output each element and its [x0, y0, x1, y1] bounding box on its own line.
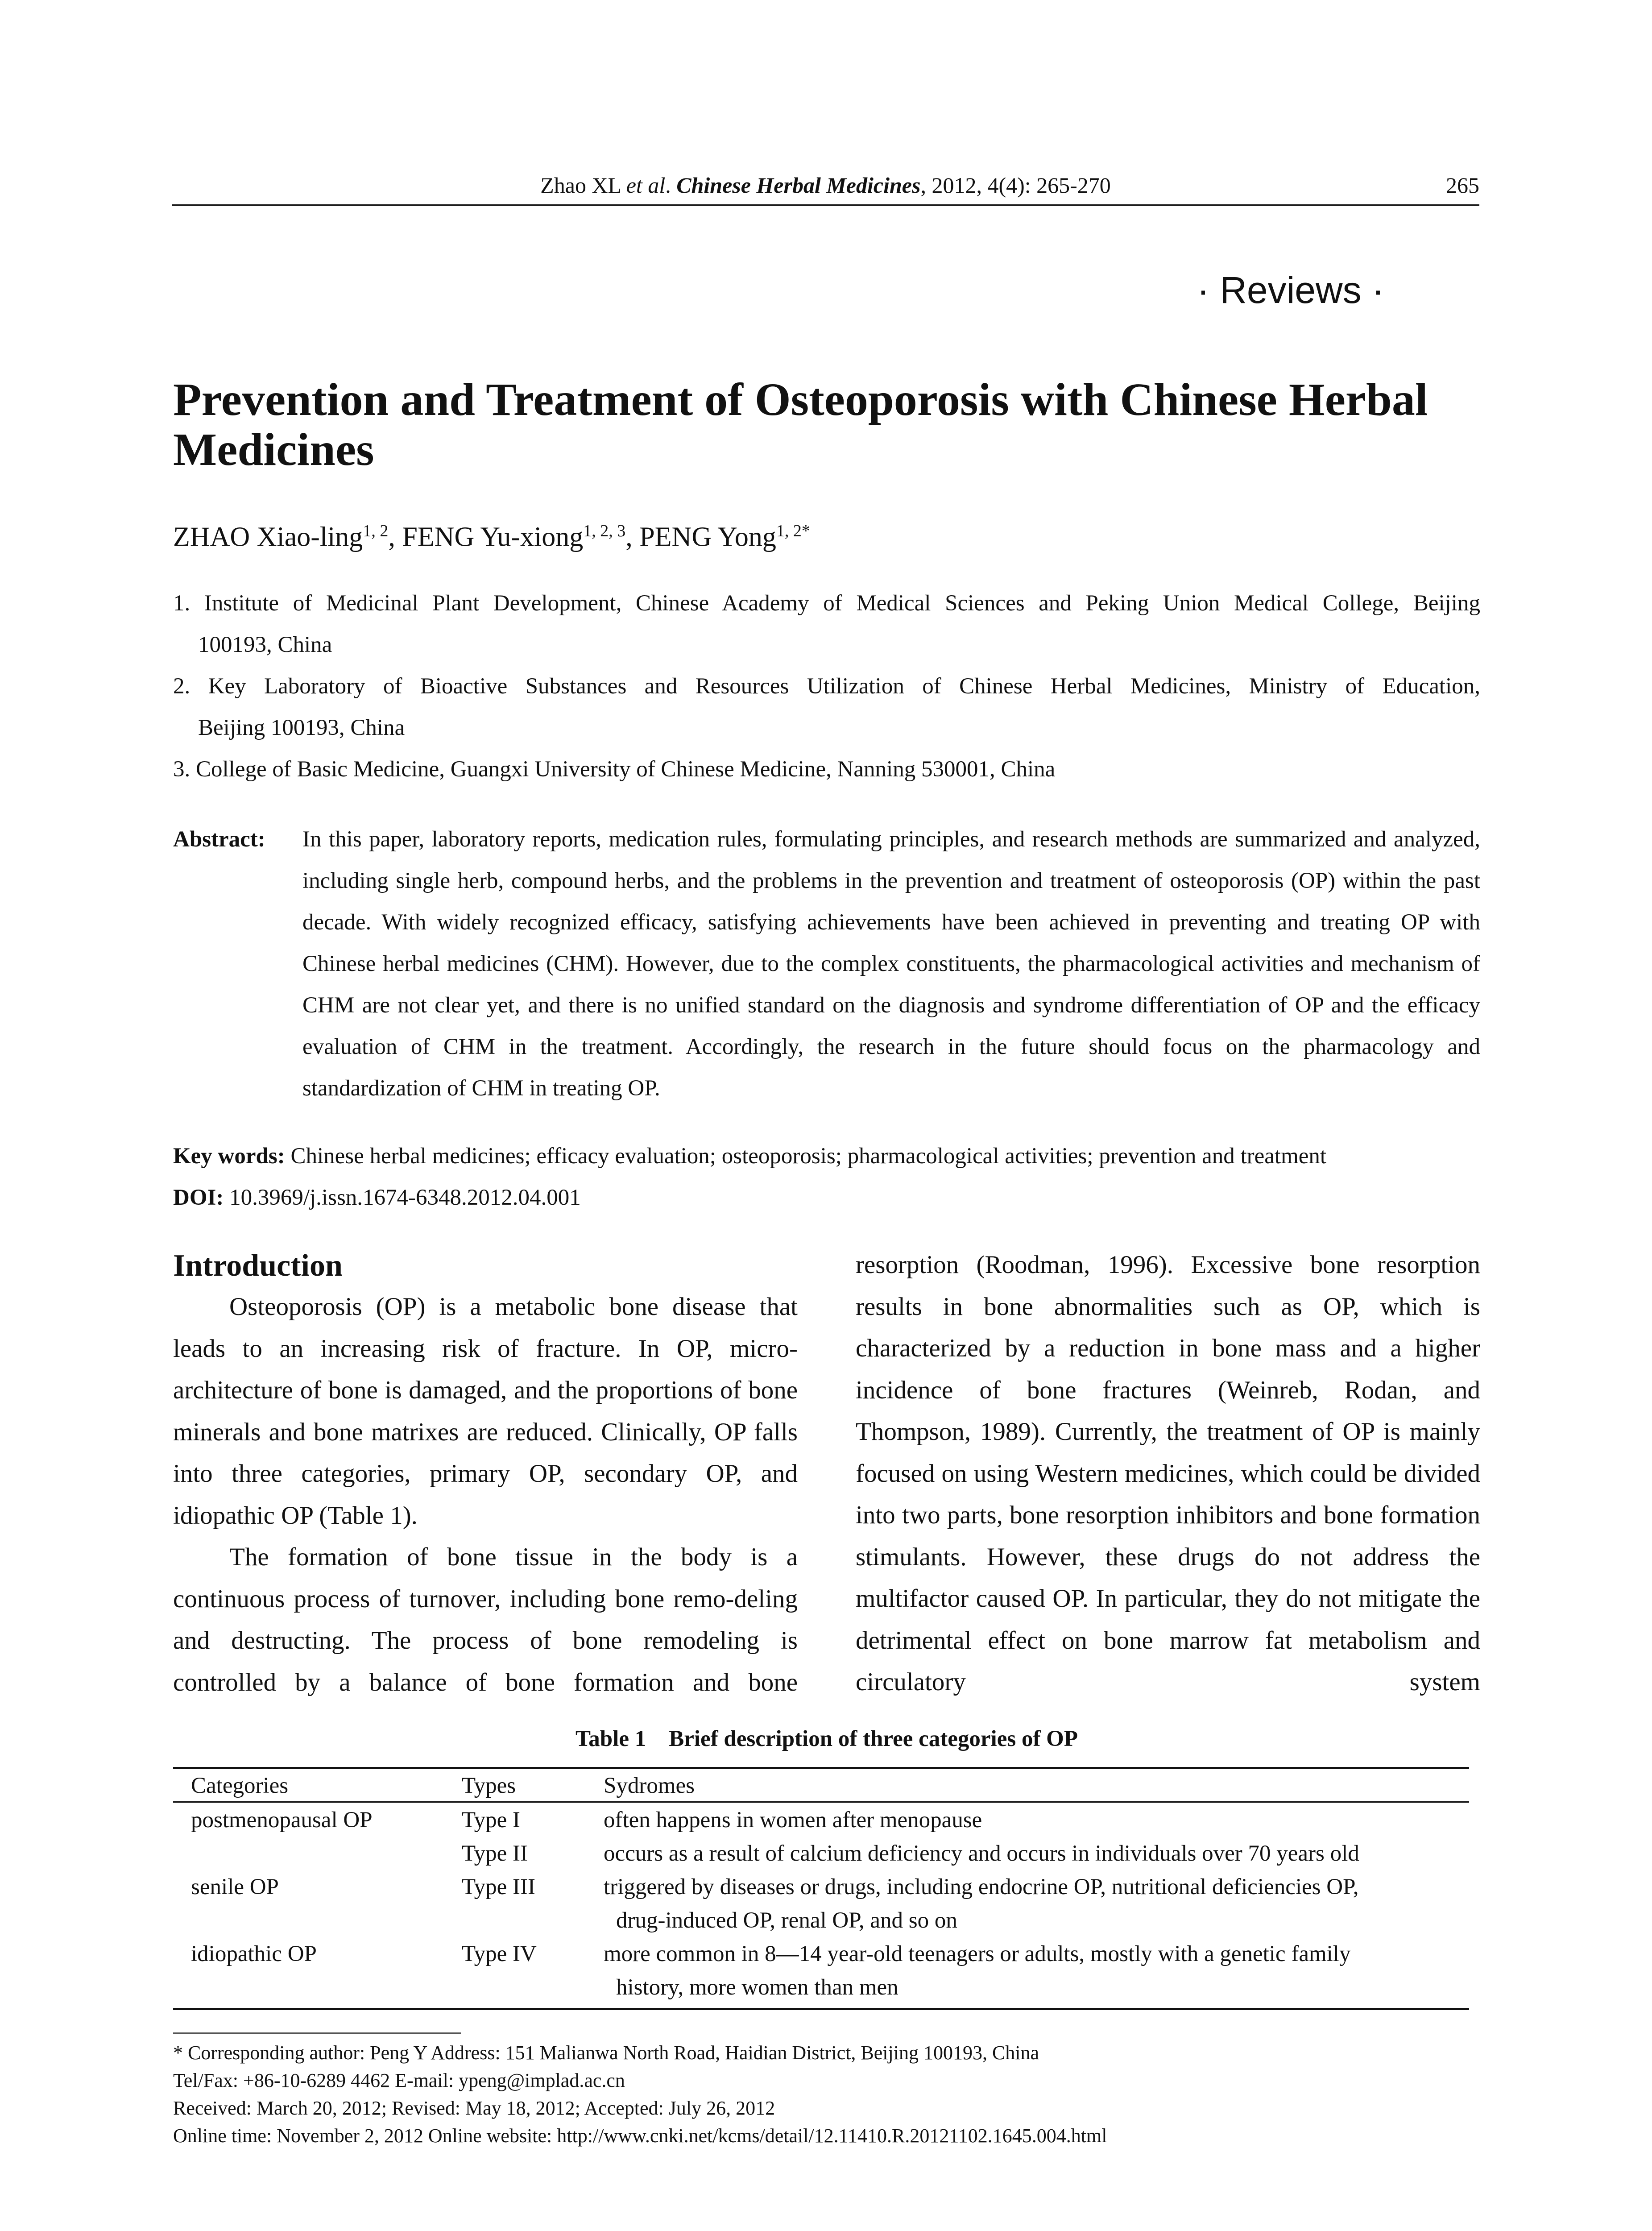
- body-paragraph: resorption (Roodman, 1996). Excessive bone resorption results in bone abnormalities such as OP, which is characterized by a reduction in bone mass and a higher incidence of bone fractures (Weinreb, Rodan, and Thompson, 1989). Currently, the treatment of OP is mainly focused on using Western medicines, which could be divided into two parts, bone resorption inhibitors and bone formation stimulants. However, these drugs do not address the multifactor caused OP. In particular, they do not mitigate the detrimental effect on bone marrow fat metabolism and circulatory system: [856, 1251, 1480, 1696]
- table-cell-category: idiopathic OP: [191, 1941, 317, 1966]
- running-head-etal: et al: [626, 173, 666, 198]
- doi-text: 10.3969/j.issn.1674-6348.2012.04.001: [224, 1185, 581, 1210]
- article-title: Prevention and Treatment of Osteoporosis with Chinese Herbal Medicines: [173, 374, 1428, 475]
- abstract-label: Abstract:: [173, 827, 265, 852]
- body-column-right: [856, 1244, 1480, 1703]
- section-heading-introduction: Introduction: [173, 1248, 343, 1283]
- author-affiliation-marker: 1, 2: [363, 522, 389, 540]
- affiliation-2: [173, 666, 1480, 749]
- doi-label: DOI:: [173, 1185, 224, 1210]
- running-head-dot: .: [665, 173, 677, 198]
- running-head-authors: Zhao XL: [540, 173, 626, 198]
- keywords-label: Key words:: [173, 1144, 285, 1169]
- table-cell-syndrome: often happens in women after menopause: [604, 1808, 982, 1833]
- doi: [173, 1177, 581, 1219]
- footnote-online: Online time: November 2, 2012 Online website: http://www.cnki.net/kcms/detail/12.11410.R.20121102.1645.004.html: [173, 2125, 1107, 2147]
- running-head-journal: Chinese Herbal Medicines: [676, 173, 921, 198]
- table-cell-type: Type I: [462, 1808, 520, 1833]
- affiliation-line: Beijing 100193, China: [198, 715, 405, 740]
- affiliation-line: 1. Institute of Medicinal Plant Development, Chinese Academy of Medical Sciences and Peking Union Medical College, Beijing: [173, 591, 1480, 616]
- table-header-cell: Sydromes: [604, 1773, 695, 1798]
- author-name: PENG Yong: [639, 522, 776, 552]
- footnote-contact: Tel/Fax: +86-10-6289 4462 E-mail: ypeng@implad.ac.cn: [173, 2069, 625, 2091]
- abstract-text: In this paper, laboratory reports, medication rules, formulating principles, and research methods are summarized and analyzed, including single herb, compound herbs, and the problems in the prevention and treatment of osteoporosis (OP) within the past decade. With widely recognized efficacy, satisfying achievements have been achieved in preventing and treating OP with Chinese herbal medicines (CHM). However, due to the complex constituents, the pharmacological activities and mechanism of CHM are not clear yet, and there is no unified standard on the diagnosis and syndrome differentiation of OP and the efficacy evaluation of CHM in the treatment. Accordingly, the research in the future should focus on the pharmacology and standardization of CHM in treating OP.: [302, 827, 1480, 1101]
- author-affiliation-marker: 1, 2, 3: [583, 522, 626, 540]
- author-name: ZHAO Xiao-ling: [173, 522, 363, 552]
- author-list: [173, 513, 810, 555]
- table-bottom-rule: [173, 2008, 1469, 2010]
- table-caption: Table 1 Brief description of three categories of OP: [575, 1726, 1078, 1751]
- affiliation-line: 2. Key Laboratory of Bioactive Substances and Resources Utilization of Chinese Herbal Medicines, Ministry of Education,: [173, 674, 1480, 699]
- table-cell-syndrome: triggered by diseases or drugs, including endocrine OP, nutritional deficiencies OP,: [604, 1874, 1359, 1899]
- header-rule: [172, 204, 1479, 206]
- affiliation-line: 3. College of Basic Medicine, Guangxi University of Chinese Medicine, Nanning 530001, China: [173, 757, 1056, 782]
- author-separator: ,: [388, 522, 402, 552]
- running-head: [172, 172, 1479, 199]
- footnote-dates: Received: March 20, 2012; Revised: May 18, 2012; Accepted: July 26, 2012: [173, 2097, 775, 2119]
- running-head-volume: , 2012, 4(4): 265-270: [920, 173, 1111, 198]
- author-separator: ,: [625, 522, 640, 552]
- affiliation-1: [173, 583, 1480, 666]
- table-cell-type: Type IV: [462, 1941, 537, 1966]
- table-cell-category: senile OP: [191, 1874, 279, 1899]
- table-cell-syndrome-continued: history, more women than men: [616, 1975, 898, 2000]
- table-cell-type: Type II: [462, 1841, 528, 1866]
- keywords: [173, 1136, 1480, 1177]
- keywords-text: Chinese herbal medicines; efficacy evaluation; osteoporosis; pharmacological activities; prevention and treatment: [285, 1144, 1327, 1169]
- table-header-rule: [173, 1801, 1469, 1803]
- affiliation-3: [173, 749, 1480, 790]
- table-cell-syndrome: occurs as a result of calcium deficiency and occurs in individuals over 70 years old: [604, 1841, 1359, 1866]
- page-number: 265: [1446, 173, 1479, 198]
- table-cell-syndrome: more common in 8—14 year-old teenagers or adults, mostly with a genetic family: [604, 1941, 1351, 1966]
- table-header-cell: Categories: [191, 1773, 289, 1798]
- table-top-rule: [173, 1767, 1469, 1769]
- table-cell-syndrome-continued: drug-induced OP, renal OP, and so on: [616, 1908, 957, 1933]
- body-paragraph: Osteoporosis (OP) is a metabolic bone disease that leads to an increasing risk of fracture. In OP, micro-architecture of bone is damaged, and the proportions of bone minerals and bone matrixes are reduced. Clinically, OP falls into three categories, primary OP, secondary OP, and idiopathic OP (Table 1).: [173, 1293, 798, 1530]
- affiliation-line: 100193, China: [198, 632, 332, 657]
- table-cell-category: postmenopausal OP: [191, 1808, 373, 1833]
- section-label: · Reviews ·: [1197, 269, 1384, 311]
- footnote-corresponding-author: * Corresponding author: Peng Y Address: 151 Malianwa North Road, Haidian District, Beijing 100193, China: [173, 2042, 1039, 2064]
- table-header-cell: Types: [462, 1773, 516, 1798]
- body-column-left: [173, 1286, 798, 1703]
- table-cell-type: Type III: [462, 1874, 535, 1899]
- body-paragraph: The formation of bone tissue in the body is a continuous process of turnover, including bone remo-deling and destructing. The process of bone remodeling is controlled by a balance of bone formation and bone: [173, 1543, 798, 1696]
- author-affiliation-marker: 1, 2*: [776, 522, 810, 540]
- footnote-rule: [173, 2032, 461, 2034]
- author-name: FENG Yu-xiong: [402, 522, 584, 552]
